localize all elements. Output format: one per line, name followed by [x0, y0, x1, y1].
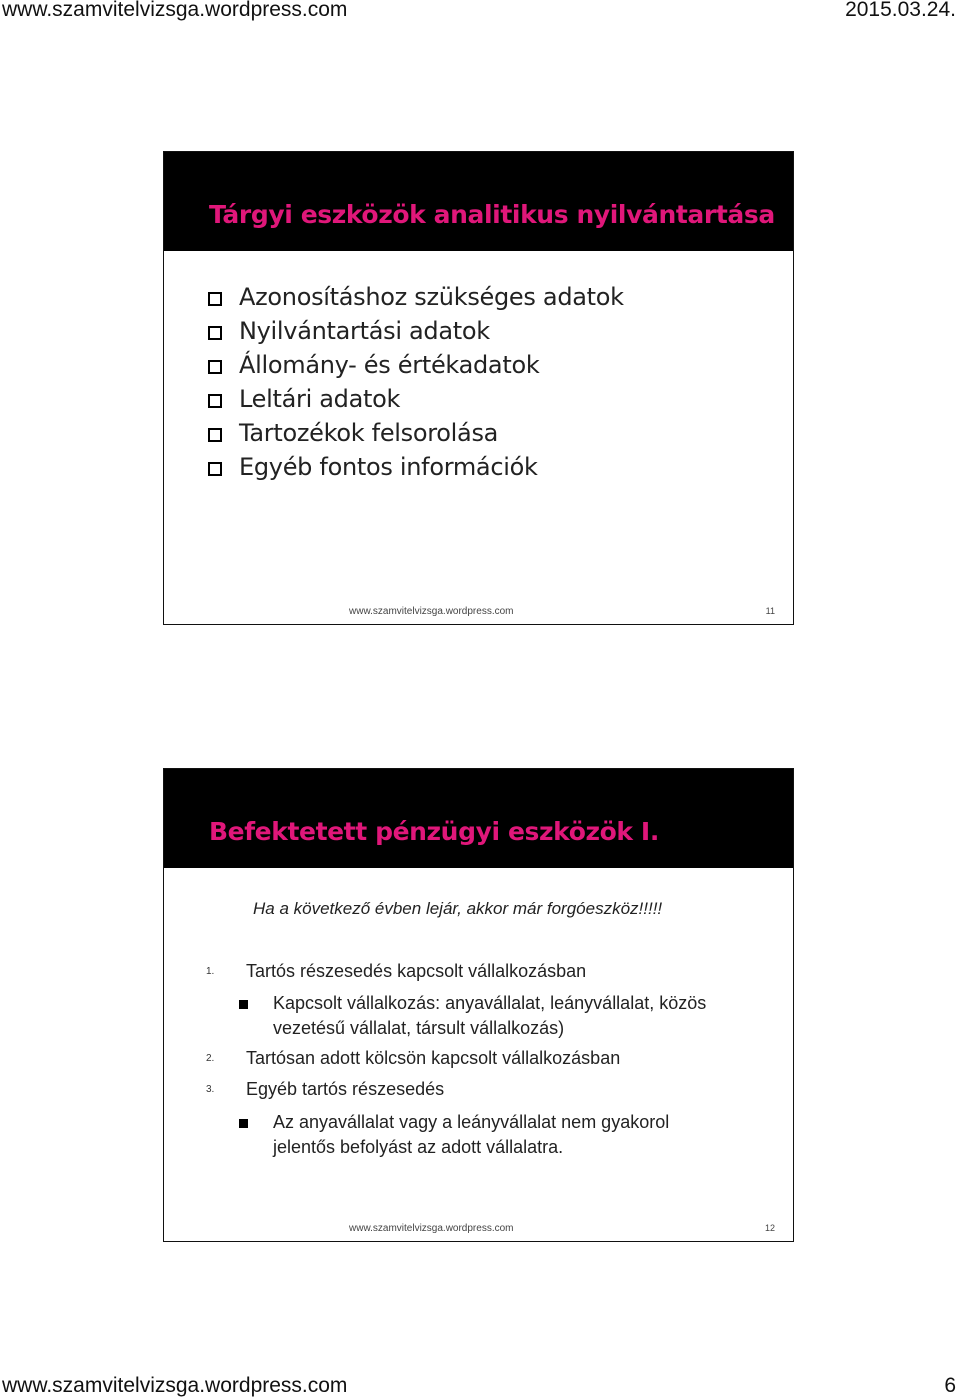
hollow-square-bullet-icon [208, 394, 222, 408]
item-number: 1. [206, 966, 215, 977]
bullet-item [208, 416, 624, 450]
footer-page-number: 6 [944, 1374, 956, 1397]
bullet-text: Állomány- és értékadatok [239, 351, 540, 379]
bullet-item [208, 348, 624, 382]
sub-item-line: Kapcsolt vállalkozás: anyavállalat, leányvállalat, közös [273, 993, 707, 1013]
slide-footer-url: www.szamvitelvizsga.wordpress.com [349, 606, 514, 617]
bullet-item [208, 314, 624, 348]
header-url: www.szamvitelvizsga.wordpress.com [2, 0, 348, 21]
sub-item-line: Az anyavállalat vagy a leányvállalat nem gyakorol [273, 1112, 670, 1132]
item-text: Tartós részesedés kapcsolt vállalkozásban [246, 961, 587, 981]
slide-title: Befektetett pénzügyi eszközök I. [209, 817, 659, 846]
item-text: Tartósan adott kölcsön kapcsolt vállalkozásban [246, 1048, 621, 1068]
slide-footer-url: www.szamvitelvizsga.wordpress.com [349, 1223, 514, 1234]
slide-number: 11 [765, 606, 775, 616]
slide-note: Ha a következő évben lejár, akkor már forgóeszköz!!!!! [253, 899, 663, 918]
bullet-text: Tartozékok felsorolása [239, 419, 499, 447]
slide-12 [163, 768, 794, 1242]
hollow-square-bullet-icon [208, 292, 222, 306]
item-text: Egyéb tartós részesedés [246, 1079, 445, 1099]
hollow-square-bullet-icon [208, 326, 222, 340]
slide-number: 12 [764, 1223, 775, 1233]
bullet-list [208, 280, 624, 484]
page-header [0, 0, 960, 23]
footer-url: www.szamvitelvizsga.wordpress.com [2, 1374, 348, 1397]
slide-title: Tárgyi eszközök analitikus nyilvántartása [209, 200, 775, 229]
sub-item-line: jelentős befolyást az adott vállalatra. [273, 1137, 564, 1157]
hollow-square-bullet-icon [208, 360, 222, 374]
hollow-square-bullet-icon [208, 428, 222, 442]
sub-item-line: vezetésű vállalat, társult vállalkozás) [273, 1018, 565, 1038]
bullet-item [208, 382, 624, 416]
page-footer [0, 1373, 960, 1399]
bullet-text: Egyéb fontos információk [239, 453, 538, 481]
bullet-item [208, 280, 624, 314]
bullet-text: Nyilvántartási adatok [239, 317, 490, 345]
hollow-square-bullet-icon [208, 462, 222, 476]
item-number: 3. [206, 1084, 215, 1095]
item-number: 2. [206, 1053, 215, 1064]
header-date: 2015.03.24. [845, 0, 956, 21]
bullet-text: Azonosításhoz szükséges adatok [239, 283, 624, 311]
bullet-text: Leltári adatok [239, 385, 401, 413]
filled-square-bullet-icon [239, 1000, 248, 1009]
filled-square-bullet-icon [239, 1119, 248, 1128]
bullet-item [208, 450, 624, 484]
slide-11 [163, 151, 794, 625]
